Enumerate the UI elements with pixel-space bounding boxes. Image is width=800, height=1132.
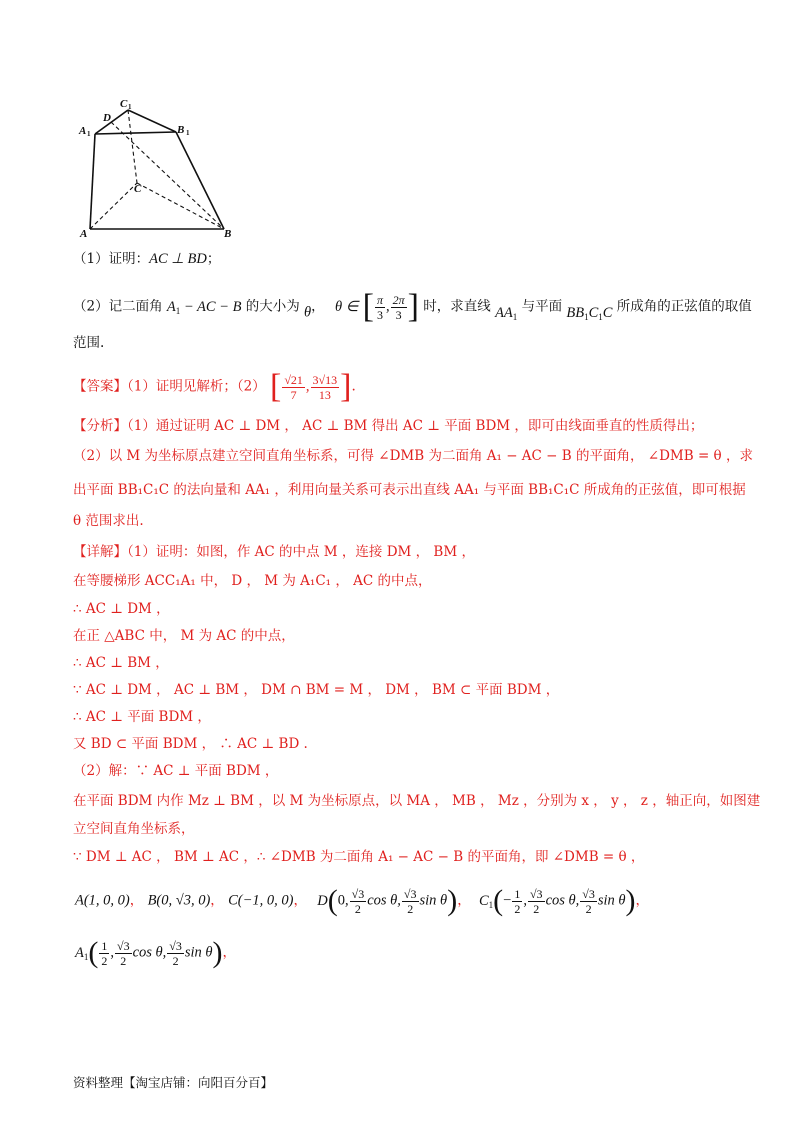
edge-a-c bbox=[90, 183, 137, 229]
coord-d: D bbox=[317, 892, 328, 909]
edge-d-b bbox=[111, 122, 224, 229]
coord-c: C(−1, 0, 0) bbox=[228, 892, 294, 909]
detail-line-2: 在等腰梯形 ACC₁A₁ 中， D ， M 为 A₁C₁ ， AC 的中点， bbox=[73, 573, 432, 589]
analysis-line-4: θ 范围求出. bbox=[73, 513, 144, 529]
svg-text:1: 1 bbox=[186, 129, 190, 137]
edge-b-b1 bbox=[176, 132, 224, 229]
detail-line-12: ∵ DM ⊥ AC ， BM ⊥ AC ，∴ ∠DMB 为二面角 A₁ − AC − B 的平面角，即 ∠DMB = θ ， bbox=[73, 849, 645, 865]
detail-line-9: （2）解：∵ AC ⊥ 平面 BDM ， bbox=[73, 763, 279, 779]
detail-line-8: 又 BD ⊂ 平面 BDM ， ∴ AC ⊥ BD . bbox=[73, 736, 308, 752]
detail-line-3: ∴ AC ⊥ DM ， bbox=[73, 601, 170, 617]
detail-line-5: ∴ AC ⊥ BM ， bbox=[73, 655, 169, 671]
detail-line-6: ∵ AC ⊥ DM ， AC ⊥ BM ， DM ∩ BM = M ， DM ， BM ⊂ 平面 BDM ， bbox=[73, 682, 560, 698]
analysis-line-1: 【分析】（1）通过证明 AC ⊥ DM ， AC ⊥ BM 得出 AC ⊥ 平面 BDM ，即可由线面垂直的性质得出； bbox=[73, 418, 704, 434]
coord-a1: $A_1$ bbox=[75, 944, 89, 962]
footer-source: 资料整理【淘宝店铺：向阳百分百】 bbox=[73, 1075, 274, 1090]
detail-line-10: 在平面 BDM 内作 Mz ⊥ BM ，以 M 为坐标原点，以 MA ， MB ， Mz ，分别为 x ， y ， z ，轴正向，如图建 bbox=[73, 793, 761, 809]
detail-line-4: 在正 △ABC 中， M 为 AC 的中点， bbox=[73, 628, 295, 644]
edge-a-a1 bbox=[90, 134, 95, 229]
question-2-cont: 范围. bbox=[73, 335, 105, 351]
coords-row-2: $A_1$( $\frac{1}{2}$ , $\frac{√3}{2}$ cos θ, $\frac{√3}{2}$ sin θ)， bbox=[75, 936, 237, 969]
analysis-line-3: 出平面 BB₁C₁C 的法向量和 AA₁ ，利用向量关系可表示出直线 AA₁ 与平面 BB₁C₁C 所成角的正弦值，即可根据 bbox=[73, 482, 746, 498]
detail-tag: 【详解】 bbox=[73, 544, 127, 560]
label-d: D bbox=[103, 112, 111, 124]
coord-c1: $C_1$ bbox=[478, 892, 494, 910]
answer: 【答案】（1）证明见解析；（2） [ $\frac{√21}{7}$ , $\frac{3√13}{13}$ ]. bbox=[73, 368, 356, 405]
coords-row-1: A(1, 0, 0)， B(0, √3, 0)， C(−1, 0, 0)， D(0, $\frac{√3}{2}$ cos θ, $\frac{√3}{2}$ sin θ)， $C_1(-$ $\frac{1}{2}$ , $\frac{√3}{2}$ cos θ, $\frac{√3}{2}$ sin θ)， bbox=[75, 884, 650, 917]
edge-c1-c bbox=[128, 110, 137, 183]
question-2: （2）记二面角 $A_1$ − AC − B 的大小为 θ， θ ∈ [ $\frac{\pi}{3}$ , $\frac{2\pi}{3}$ ] 时，求直线 $AA_1$ 与平面 $BB_1C_1C$ 所成角的正弦值的取值 bbox=[73, 288, 752, 325]
edge-c1-b1 bbox=[128, 110, 176, 132]
label-b1: B bbox=[177, 124, 185, 136]
geometry-figure bbox=[76, 96, 246, 241]
label-c: C bbox=[134, 183, 142, 195]
coord-a: A(1, 0, 0) bbox=[75, 892, 130, 909]
analysis-tag: 【分析】 bbox=[73, 418, 127, 434]
detail-line-11: 立空间直角坐标系， bbox=[73, 821, 195, 837]
coord-b: B(0, √3, 0) bbox=[147, 892, 211, 909]
edge-a1-b1 bbox=[95, 132, 176, 134]
answer-tag: 【答案】 bbox=[73, 378, 127, 395]
svg-text:1: 1 bbox=[87, 130, 91, 138]
analysis-line-2: （2）以 M 为坐标原点建立空间直角坐标系，可得 ∠DMB 为二面角 A₁ − AC − B 的平面角， ∠DMB = θ ，求 bbox=[73, 448, 753, 464]
label-c1: C bbox=[120, 98, 128, 110]
label-b: B bbox=[224, 228, 232, 240]
q1-math: AC ⊥ BD bbox=[149, 251, 207, 267]
label-a: A bbox=[80, 228, 88, 240]
svg-text:1: 1 bbox=[128, 103, 132, 111]
label-a1: A bbox=[79, 125, 87, 137]
question-1: （1）证明：AC ⊥ BD； bbox=[73, 251, 221, 267]
detail-line-1: 【详解】（1）证明：如图，作 AC 的中点 M ，连接 DM ， BM ， bbox=[73, 544, 475, 560]
detail-line-7: ∴ AC ⊥ 平面 BDM ， bbox=[73, 709, 211, 725]
edge-c-b bbox=[137, 183, 224, 229]
